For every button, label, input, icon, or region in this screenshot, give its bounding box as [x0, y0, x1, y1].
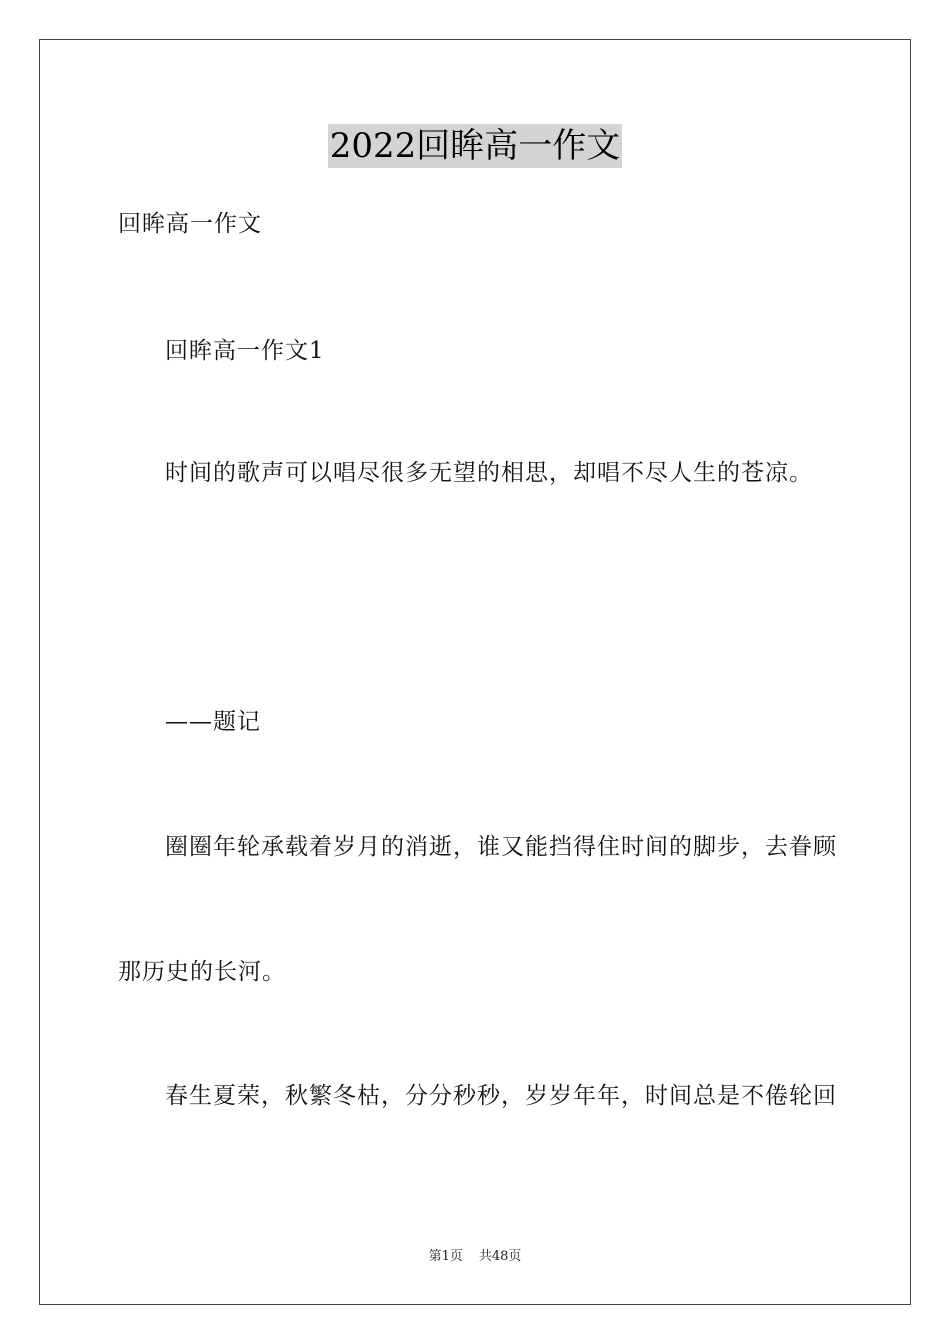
- section-heading: 回眸高一作文1: [165, 338, 325, 364]
- title-container: [0, 124, 950, 168]
- paragraph-body-1-continued: 那历史的长河。: [118, 959, 286, 985]
- paragraph-epigraph-attribution: ——题记: [165, 709, 261, 735]
- page-number: 第1页: [428, 1249, 463, 1264]
- page-total: 共48页: [478, 1249, 522, 1264]
- paragraph-body-1: 圈圈年轮承载着岁月的消逝，谁又能挡得住时间的脚步，去眷顾: [165, 834, 837, 860]
- document-title: 2022回眸高一作文: [329, 126, 621, 166]
- document-subtitle: 回眸高一作文: [118, 211, 262, 237]
- paragraph-epigraph: 时间的歌声可以唱尽很多无望的相思，却唱不尽人生的苍凉。: [165, 460, 813, 486]
- paragraph-body-2: 春生夏荣，秋繁冬枯，分分秒秒，岁岁年年，时间总是不倦轮回: [165, 1083, 837, 1109]
- page-footer: [0, 1248, 950, 1266]
